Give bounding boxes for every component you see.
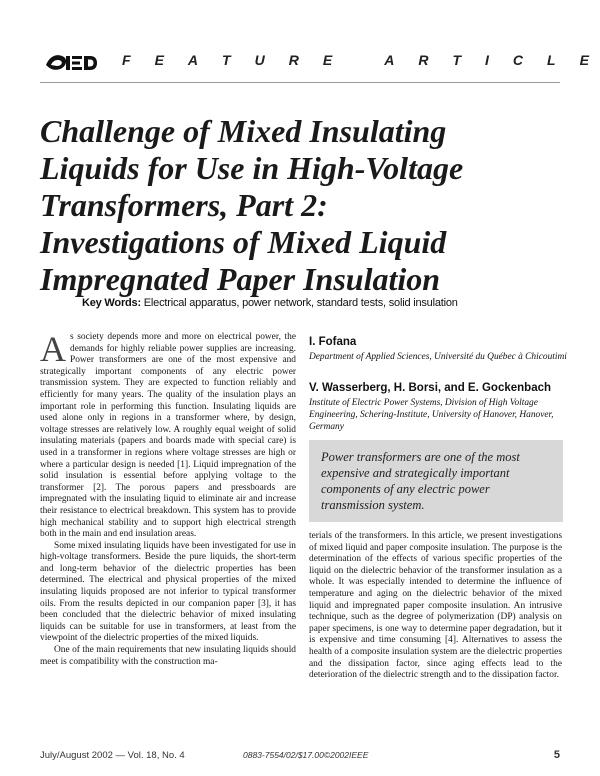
keywords-label: Key Words:: [82, 297, 141, 309]
section-letter: F: [122, 52, 131, 68]
paragraph: Some mixed insulating liquids have been investigated for use in high-voltage transformers. Beside the pure liquids, the short-term and long-term behavior of the dielectric properties has been determined. The electrical and physical properties of the mixed insulating liquids proposed are not inferior to typical transformer oils. From the results depicted in our companion paper [3], it has been concluded that the dielectric behavior of mixed insulating liquids can be suitable for use in transformers, at least from the viewpoint of the dielectric properties of the mixed liquids.: [40, 540, 296, 644]
section-letter: I: [485, 52, 489, 68]
copyright-code: 0883-7554/02/$17.00©2002IEEE: [243, 750, 369, 760]
section-letter: E: [579, 52, 589, 68]
author-affiliation: Department of Applied Sciences, Université du Québec à Chicoutimi: [309, 352, 567, 362]
section-letter: U: [254, 52, 265, 68]
title-line: Challenge of Mixed Insulating: [40, 113, 447, 149]
author-block: [309, 382, 571, 433]
paragraph: One of the main requirements that new insulating liquids should meet is compatibility with the construction ma-: [40, 645, 296, 667]
header-rule: [40, 82, 560, 83]
section-letter: R: [288, 52, 299, 68]
page-footer: [40, 750, 560, 764]
paragraph-continued: terials of the transformers. In this article, we present investigations of mixed liquid and paper composite insulation. The purpose is the determination of the effects of various specific properties of the liquid on the dielectric behavior of the transformer insulation as a whole. It was especially intended to determine the influence of temperature and aging on the dielectric behavior of the mixed liquid and impregnated paper composite insulation. An intrusive technique, such as the degree of polymerization (DP) analysis on paper specimens, is one way to determine paper degradation, but it is expensive and time consuming [4]. Alternatives to assess the health of a composite insulation system are the dielectric properties and the dissipation factor, since aging effects lead to the deterioration of the dielectric strength and to the dissipation factor.: [309, 531, 562, 681]
body-column-left: [40, 329, 296, 668]
page-number: 5: [553, 749, 560, 761]
section-letter: T: [452, 52, 461, 68]
section-letter: R: [418, 52, 429, 68]
magazine-logo-icon: [44, 51, 100, 75]
keywords: [82, 297, 582, 309]
paragraph: As society depends more and more on electrical power, the demands for highly reliable power supplies are increasing. Power transformers are one of the most expensive and strategically important components of any electric power transmission system. They are expected to function reliably and efficiently for many years. The quality of the insulation plays an important role in performing this function. Insulating liquids are used alone only in regions in a transformer where, by design, voltage stresses are relatively low. A roughly equal weight of solid insulating materials (papers and boards made with special care) is used in a transformer in regions where voltage stresses are high or where a particular design is needed [1]. Liquid impregnation of the solid insulation is essential before applying voltage to the transformer [2]. The porous papers and pressboards are impregnated with the insulating liquid to eliminate air and increase their resistance to electrical breakdown. This system has to provide high mechanical stability and to support high electrical strength both in the main and end insulation areas.: [40, 329, 296, 540]
author-name: I. Fofana: [309, 336, 357, 348]
title-line: Investigations of Mixed Liquid: [40, 224, 447, 260]
keywords-text: Electrical apparatus, power network, standard tests, solid insulation: [140, 297, 458, 309]
section-letter: A: [187, 52, 199, 68]
author-affiliation: Institute of Electric Power Systems, Division of High Voltage Engineering, Schering-Institute, University of Hanover, Hanover, Germany: [309, 398, 554, 432]
author-name: V. Wasserberg, H. Borsi, and E. Gockenbach: [309, 382, 552, 394]
pull-quote: Power transformers are one of the most expensive and strategically important components of any electric power transmission system.: [309, 440, 563, 522]
section-letter: A: [384, 52, 395, 68]
issue-info: July/August 2002 — Vol. 18, No. 4: [40, 750, 185, 761]
title-line: Liquids for Use in High-Voltage: [40, 150, 464, 186]
title-line: Transformers, Part 2:: [40, 187, 328, 223]
article-title: [40, 113, 580, 298]
section-letter: E: [322, 52, 333, 68]
drop-cap: A: [40, 329, 66, 369]
section-label: [122, 52, 589, 68]
author-block: [309, 336, 571, 363]
section-letter: C: [512, 52, 524, 68]
section-letter: L: [547, 52, 556, 68]
body-column-right: [309, 531, 562, 682]
section-letter: E: [154, 52, 164, 68]
title-line: Impregnated Paper Insulation: [40, 261, 441, 297]
section-letter: T: [222, 52, 231, 68]
